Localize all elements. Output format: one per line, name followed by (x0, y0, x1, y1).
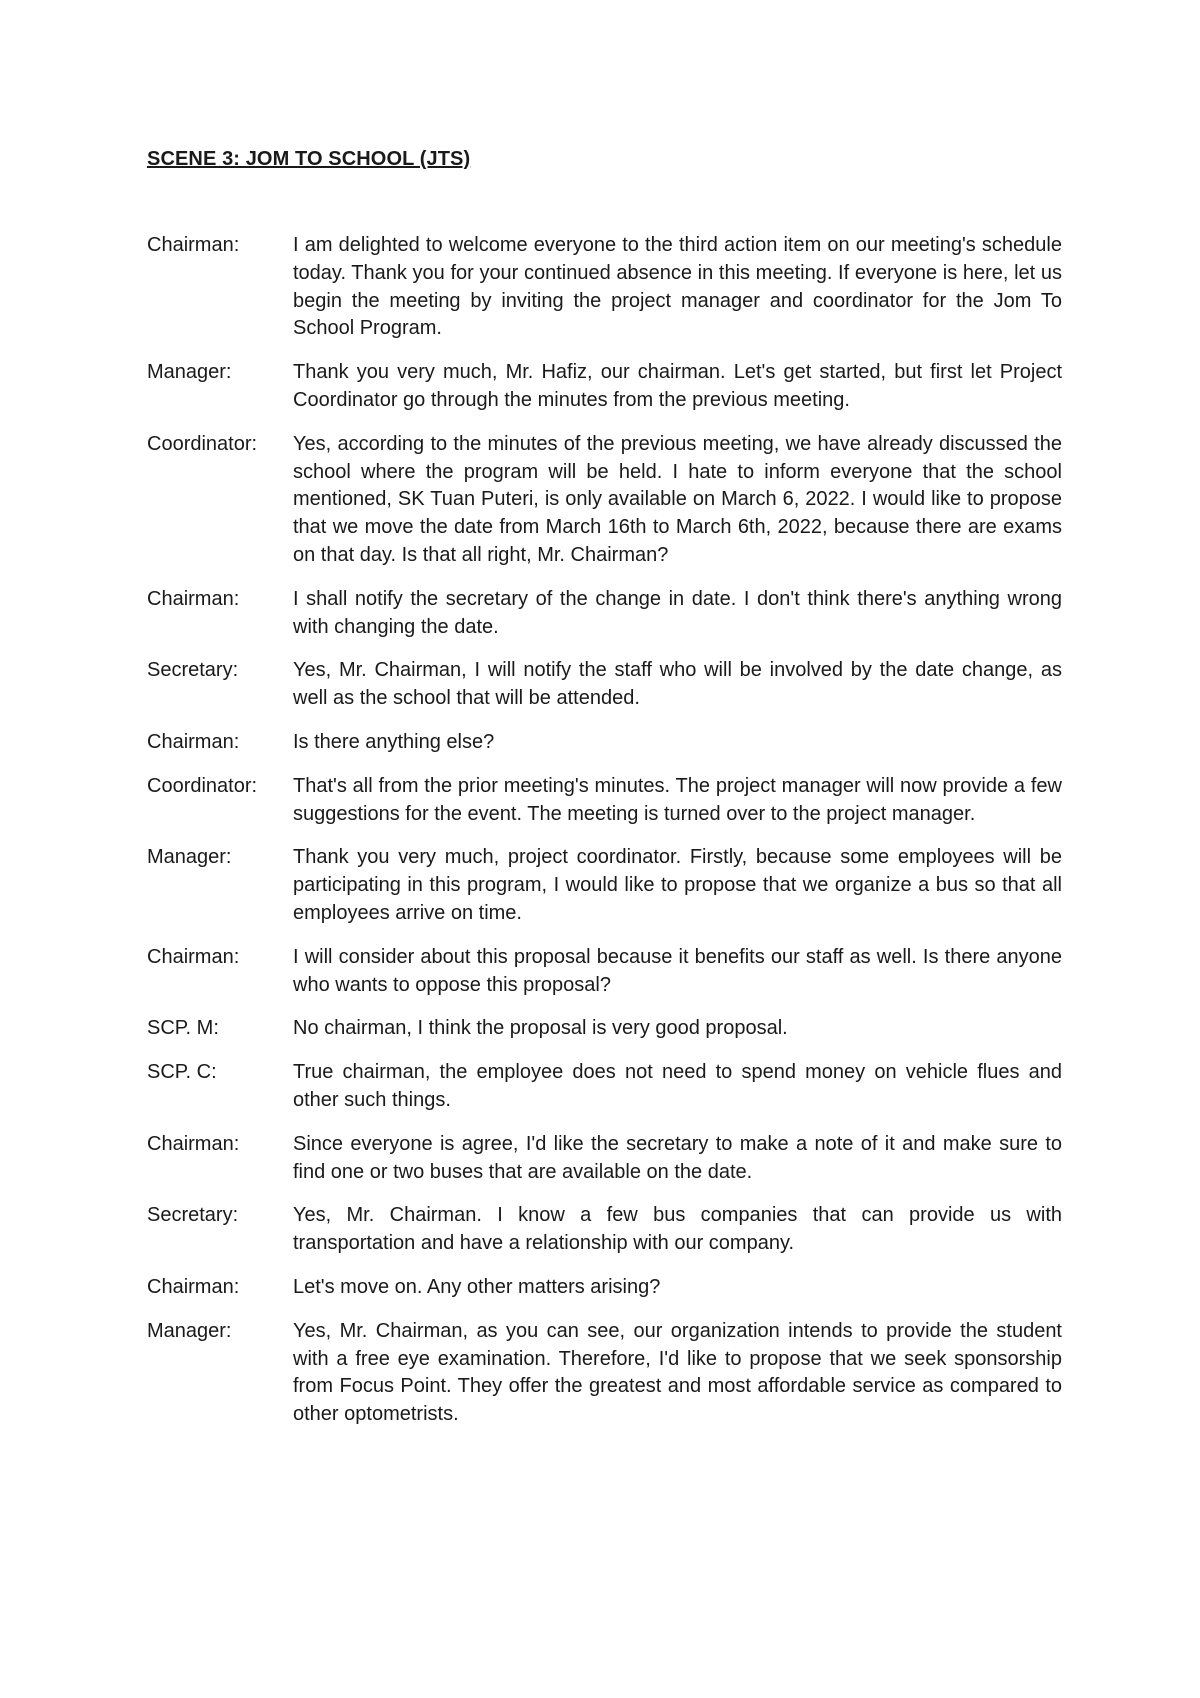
speech-text: I am delighted to welcome everyone to the third action item on our meeting's schedule today. Thank you for your continued absence in this meeting. If everyone is here, let us begin the meeting by inviting the project manager and coordinator for the Jom To School Program. (293, 234, 1062, 340)
speaker-label: Chairman: (147, 587, 240, 610)
dialogue-line (147, 359, 1062, 415)
speech-text: I will consider about this proposal because it benefits our staff as well. Is there anyone who wants to oppose this proposal? (293, 945, 1062, 996)
speaker-label: Chairman: (147, 1275, 240, 1298)
speech-text: Is there anything else? (293, 730, 495, 753)
scene-title: SCENE 3: JOM TO SCHOOL (JTS) (147, 148, 471, 170)
dialogue-line (147, 844, 1062, 927)
dialogue-line (147, 657, 1062, 713)
speech-text: Yes, Mr. Chairman. I know a few bus companies that can provide us with transportation and have a relationship with our company. (293, 1204, 1062, 1255)
speaker-label: Coordinator: (147, 774, 258, 797)
dialogue-line (147, 1202, 1062, 1258)
speech-text: Since everyone is agree, I'd like the secretary to make a note of it and make sure to find one or two buses that are available on the date. (293, 1132, 1062, 1183)
speaker-label: Manager: (147, 1319, 232, 1342)
speaker-label: Manager: (147, 846, 232, 869)
speech-text: Thank you very much, Mr. Hafiz, our chairman. Let's get started, but first let Project Coordinator go through the minutes from the previous meeting. (293, 361, 1062, 411)
speaker-label: Chairman: (147, 730, 240, 753)
speaker-label: Coordinator: (147, 432, 258, 455)
dialogue-line (147, 586, 1062, 642)
speaker-label: Secretary: (147, 659, 239, 682)
speech-text: I shall notify the secretary of the change in date. I don't think there's anything wrong with changing the date. (293, 587, 1062, 638)
speaker-label: Manager: (147, 361, 232, 384)
speech-text: Let's move on. Any other matters arising? (293, 1275, 661, 1298)
dialogue-list (147, 232, 1062, 1445)
speech-text: True chairman, the employee does not need to spend money on vehicle flues and other such things. (293, 1061, 1062, 1111)
dialogue-line (147, 431, 1062, 570)
dialogue-line (147, 773, 1062, 829)
speaker-label: Secretary: (147, 1204, 239, 1227)
dialogue-line (147, 1015, 1062, 1043)
dialogue-line (147, 1131, 1062, 1187)
speech-text: No chairman, I think the proposal is very good proposal. (293, 1017, 788, 1040)
speaker-label: Chairman: (147, 945, 240, 968)
speech-text: Yes, Mr. Chairman, I will notify the staff who will be involved by the date change, as well as the school that will be attended. (293, 659, 1062, 710)
speech-text: That's all from the prior meeting's minutes. The project manager will now provide a few suggestions for the event. The meeting is turned over to the project manager. (293, 774, 1062, 825)
speaker-label: SCP. M: (147, 1017, 219, 1040)
dialogue-line (147, 1318, 1062, 1429)
speech-text: Thank you very much, project coordinator. Firstly, because some employees will be participating in this program, I would like to propose that we organize a bus so that all employees arrive on time. (293, 846, 1062, 924)
dialogue-line (147, 1059, 1062, 1115)
speech-text: Yes, according to the minutes of the previous meeting, we have already discussed the school where the program will be held. I hate to inform everyone that the school mentioned, SK Tuan Puteri, is only available on March 6, 2022. I would like to propose that we move the date from March 16th to March 6th, 2022, because there are exams on that day. Is that all right, Mr. Chairman? (293, 432, 1062, 566)
dialogue-line (147, 232, 1062, 343)
speech-text: Yes, Mr. Chairman, as you can see, our organization intends to provide the student with a free eye examination. Therefore, I'd like to propose that we seek sponsorship from Focus Point. They offer the greatest and most affordable service as compared to other optometrists. (293, 1319, 1062, 1426)
dialogue-line (147, 729, 1062, 757)
dialogue-line (147, 944, 1062, 1000)
speaker-label: SCP. C: (147, 1061, 217, 1084)
speaker-label: Chairman: (147, 1132, 240, 1155)
dialogue-line (147, 1274, 1062, 1302)
speaker-label: Chairman: (147, 234, 240, 256)
